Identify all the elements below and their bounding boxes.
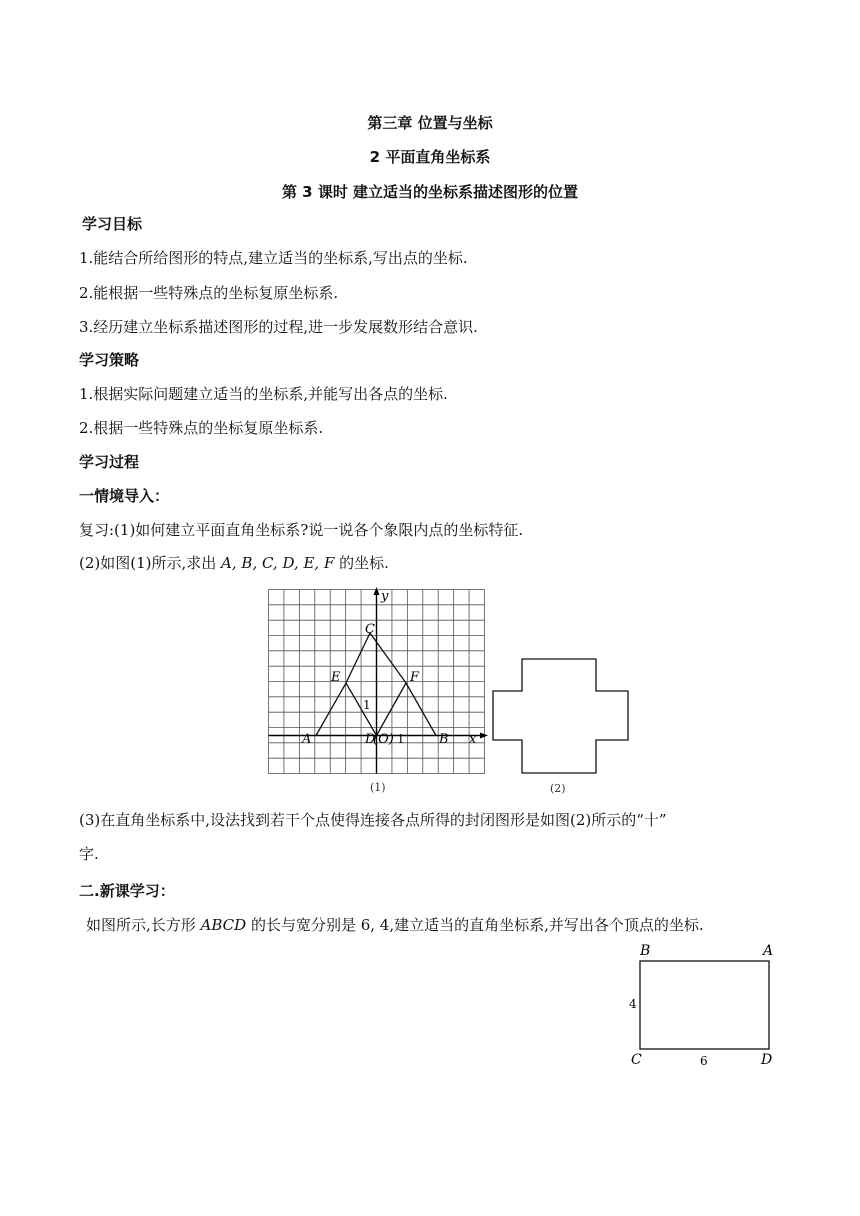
objective-item-1: 1.能结合所给图形的特点,建立适当的坐标系,写出点的坐标. [79, 249, 468, 267]
label-D: D [365, 732, 376, 747]
question-2-suffix: 的坐标. [334, 554, 389, 572]
chapter-title: 第三章 位置与坐标 [367, 114, 493, 132]
rect-label-width: 6 [700, 1054, 708, 1068]
objectives-heading: 学习目标 [82, 215, 143, 233]
process-heading: 学习过程 [79, 453, 140, 471]
question-2-points: A, B, C, D, E, F [221, 554, 335, 572]
figure-2-caption: (2) [550, 782, 566, 795]
review-question: 复习:(1)如何建立平面直角坐标系?说一说各个象限内点的坐标特征. [79, 521, 524, 539]
cross-shape [493, 659, 628, 773]
question-2 [79, 552, 389, 573]
label-E: E [331, 670, 341, 685]
question-3-line-2: 字. [79, 845, 99, 863]
objective-item-3: 3.经历建立坐标系描述图形的过程,进一步发展数形结合意识. [79, 318, 478, 336]
new-lesson-question [86, 914, 704, 935]
new-lesson-suffix: 的长与宽分别是 6, 4,建立适当的直角坐标系,并写出各个顶点的坐标. [246, 916, 704, 934]
label-B: B [439, 732, 449, 747]
label-one-y: 1 [363, 698, 371, 712]
figure-1-grid [262, 585, 492, 795]
rect-label-height: 4 [629, 997, 637, 1011]
x-axis-arrow [480, 733, 488, 739]
label-O: (O) [373, 732, 394, 747]
figure-1-caption: (1) [370, 781, 386, 794]
label-y: y [381, 589, 389, 604]
label-C: C [365, 622, 375, 637]
new-lesson-heading: 二.新课学习： [79, 882, 175, 900]
rectangle-figure [620, 940, 790, 1070]
question-2-prefix: (2)如图(1)所示,求出 [79, 554, 222, 572]
rect-label-D: D [761, 1052, 773, 1068]
lesson-title: 第 3 课时 建立适当的坐标系描述图形的位置 [281, 183, 579, 201]
new-lesson-prefix: 如图所示,长方形 [86, 916, 201, 934]
strategy-item-2: 2.根据一些特殊点的坐标复原坐标系. [79, 419, 324, 437]
intro-heading: 一情境导入： [79, 487, 170, 505]
label-F: F [410, 670, 420, 685]
new-lesson-rect-name: ABCD [200, 916, 247, 934]
strategy-item-1: 1.根据实际问题建立适当的坐标系,并能写出各点的坐标. [79, 385, 448, 403]
rect-label-A: A [763, 943, 774, 959]
y-axis-arrow [374, 587, 380, 595]
label-A: A [302, 732, 312, 747]
question-3-line-1: (3)在直角坐标系中,设法找到若干个点使得连接各点所得的封闭图形是如图(2)所示的“十” [79, 811, 667, 829]
rectangle-abcd [640, 961, 769, 1049]
strategy-heading: 学习策略 [79, 351, 140, 369]
objective-item-2: 2.能根据一些特殊点的坐标复原坐标系. [79, 284, 339, 302]
rect-label-B: B [640, 943, 651, 959]
section-title: 2 平面直角坐标系 [369, 148, 491, 166]
label-one-x: 1 [397, 732, 405, 746]
rect-label-C: C [631, 1052, 642, 1068]
figure-2-cross [490, 655, 630, 797]
label-x: x [469, 732, 477, 747]
